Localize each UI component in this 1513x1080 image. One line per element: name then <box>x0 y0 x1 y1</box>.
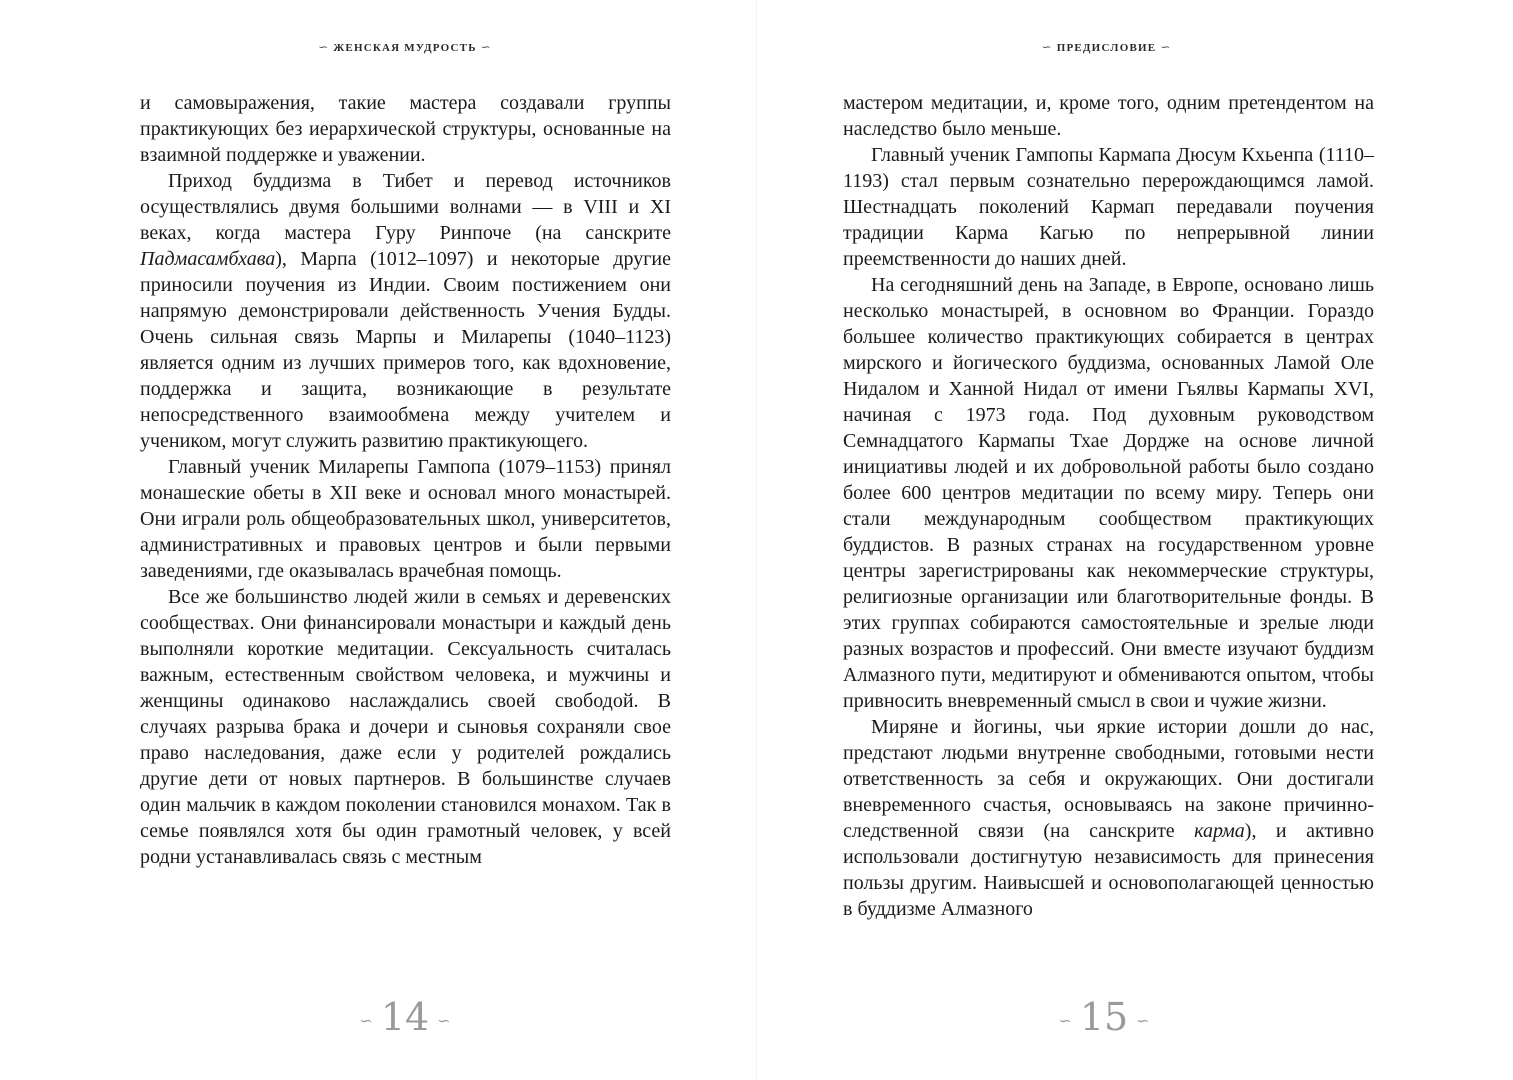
paragraph-italic: Падмасамбхава <box>140 248 276 270</box>
paragraph-italic: карма <box>1194 820 1245 842</box>
page-number: 15 <box>1079 995 1129 1039</box>
ornament-right-icon: ∽ <box>1136 1011 1150 1030</box>
paragraph-text: ), Марпа (1012–1097) и некоторые другие приносили поучения из Индии. Своим постижением они напрямую демонстрировали действенность Учения Будды. Очень сильная связь Марпы и Миларепы (1040–1123) является одним из лучших примеров того, как вдохновение, поддержка и защита, возникающие в результате непосредственного взаимообмена между учителем и учеником, могут служить развитию практикующего. <box>140 248 671 452</box>
paragraph-text: На сегодняшний день на Западе, в Европе, основано лишь несколько монастырей, в основном во Франции. Гораздо большее количество практикующих собирается в центрах мирского и йогического буддизма, основанных Ламой Оле Нидалом и Ханной Нидал от имени Гьялвы Кармапы XVI, начиная с 1973 года. Под духовным руководством Семнадцатого Кармапы Тхае Дордже на основе личной инициативы людей и их добровольной работы было создано более 600 центров медитации по всему миру. Теперь они стали международным сообществом практикующих буддистов. В разных странах на государственном уровне центры зарегистрированы как некоммерческие структуры, религиозные организации или благотворительные фонды. В этих группах собираются самостоятельные и зрелые люди разных возрастов и профессий. Они вместе изучают буддизм Алмазного пути, медитируют и обмениваются опытом, чтобы привносить вневременный смысл в свои и чужие жизни. <box>843 274 1374 712</box>
paragraph-text: ), и активно использовали достигнутую независимость для принесения пользы другим. Наивысшей и основополагающей ценностью в буддизме Алмазного <box>843 820 1374 920</box>
paragraph <box>140 454 671 584</box>
paragraph-text: Главный ученик Гампопы Кармапа Дюсум Кхьенпа (1110–1193) стал первым сознательно перерождающимся ламой. Шестнадцать поколений Кармап передавали поучения традиции Карма Кагью по непрерывной линии преемственности до наших дней. <box>843 144 1374 270</box>
paragraph-text: Миряне и йогины, чьи яркие истории дошли до нас, предстают людьми внутренне свободными, готовыми нести ответственность за себя и окружающих. Они достигали вневременного счастья, основываясь на законе причинно-следственной связи (на санскрите <box>843 716 1374 842</box>
ornament-left-icon: ∽ <box>359 1011 373 1030</box>
paragraph <box>843 142 1374 272</box>
paragraph-text: Все же большинство людей жили в семьях и деревенских сообществах. Они финансировали монастыри и каждый день выполняли короткие медитации. Сексуальность считалась важным, естественным свойством человека, и мужчины и женщины одинаково наслаждались своей свободой. В случаях разрыва брака и дочери и сыновья сохраняли свое право наследования, даже если у родителей рождались другие дети от новых партнеров. В большинстве случаев один мальчик в каждом поколении становился монахом. Так в семье появлялся хотя бы один грамотный человек, у всей родни устанавливалась связь с местным <box>140 586 671 868</box>
paragraph-text: и самовыражения, такие мастера создавали группы практикующих без иерархической структуры, основанные на взаимной поддержке и уважении. <box>140 92 671 166</box>
ornament-right-icon: ∽ <box>480 40 492 54</box>
running-head-right <box>840 40 1373 55</box>
page-number-right <box>1019 995 1189 1039</box>
ornament-left-icon: ∽ <box>1041 40 1053 54</box>
running-head-title: ПРЕДИСЛОВИЕ <box>1056 42 1157 54</box>
paragraph <box>843 90 1374 142</box>
paragraph <box>140 584 671 870</box>
ornament-right-icon: ∽ <box>1160 40 1172 54</box>
running-head-left <box>140 40 670 55</box>
right-page-body <box>843 90 1374 922</box>
paragraph <box>843 714 1374 922</box>
paragraph <box>140 168 671 454</box>
ornament-left-icon: ∽ <box>1058 1011 1072 1030</box>
left-page-body <box>140 90 671 870</box>
ornament-right-icon: ∽ <box>437 1011 451 1030</box>
paragraph-text: мастером медитации, и, кроме того, одним претендентом на наследство было меньше. <box>843 92 1374 140</box>
paragraph-text: Приход буддизма в Тибет и перевод источников осуществлялись двумя большими волнами — в VIII и XI веках, когда мастера Гуру Ринпоче (на санскрите <box>140 170 671 244</box>
paragraph <box>843 272 1374 714</box>
left-page <box>0 0 756 1080</box>
page-number: 14 <box>380 995 430 1039</box>
running-head-title: ЖЕНСКАЯ МУДРОСТЬ <box>333 42 477 54</box>
paragraph <box>140 90 671 168</box>
ornament-left-icon: ∽ <box>318 40 330 54</box>
right-page <box>757 0 1513 1080</box>
page-number-left <box>320 995 490 1039</box>
paragraph-text: Главный ученик Миларепы Гампопа (1079–1153) принял монашеские обеты в XII веке и основал много монастырей. Они играли роль общеобразовательных школ, университетов, административных и правовых центров и были первыми заведениями, где оказывалась врачебная помощь. <box>140 456 671 582</box>
